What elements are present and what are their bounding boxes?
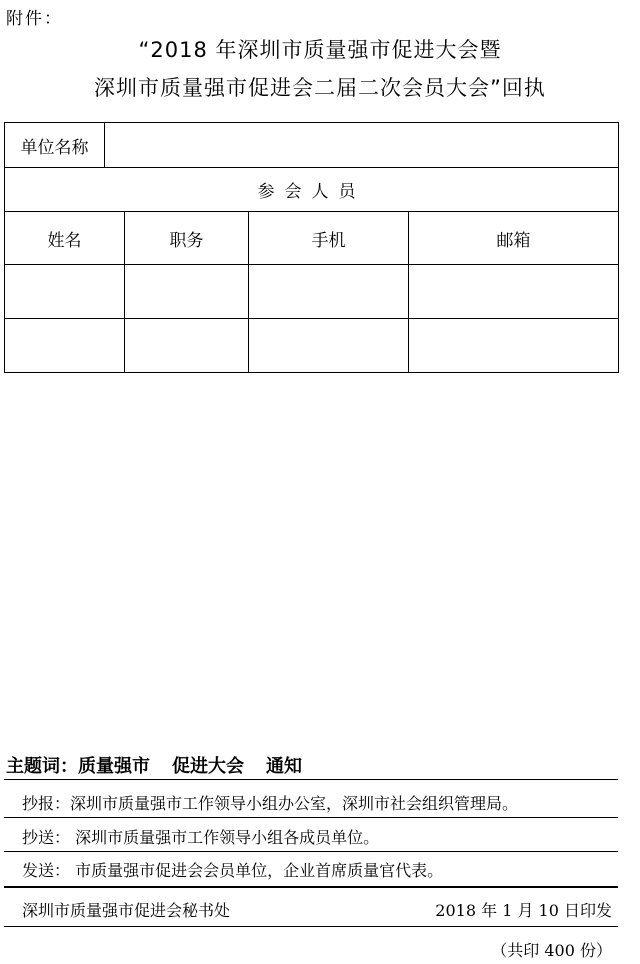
issuer: 深圳市质量强市促进会秘书处	[22, 901, 231, 920]
unit-name-cell[interactable]	[105, 123, 619, 168]
column-header-row	[5, 212, 619, 265]
table-row	[5, 319, 619, 373]
receipt-title-line2: 深圳市质量强市促进会二届二次会员大会”回执	[94, 76, 546, 100]
position-cell[interactable]	[125, 265, 249, 319]
divider	[4, 926, 618, 927]
divider	[4, 817, 618, 818]
cc-send-line: 发送： 市质量强市促进会会员单位，企业首席质量官代表。	[22, 861, 444, 880]
section-row	[5, 168, 619, 212]
name-cell[interactable]	[5, 265, 125, 319]
column-header-name: 姓名	[5, 212, 125, 265]
column-header-mobile: 手机	[249, 212, 409, 265]
mobile-cell[interactable]	[249, 319, 409, 373]
subject-keyword: 质量强市	[78, 756, 150, 777]
email-cell[interactable]	[409, 319, 619, 373]
subject-label: 主题词：	[6, 756, 78, 777]
subject-keyword: 促进大会	[172, 756, 244, 777]
cc-report-line: 抄报：深圳市质量强市工作领导小组办公室，深圳市社会组织管理局。	[22, 794, 519, 813]
attachment-label: 附件：	[6, 9, 63, 29]
divider	[4, 851, 618, 852]
copies-count: （共印 400 份）	[491, 941, 612, 960]
divider	[4, 886, 618, 888]
position-cell[interactable]	[125, 319, 249, 373]
subject-keyword: 通知	[266, 756, 302, 777]
unit-row	[5, 123, 619, 168]
table-row	[5, 265, 619, 319]
mobile-cell[interactable]	[249, 265, 409, 319]
column-header-email: 邮箱	[409, 212, 619, 265]
divider	[4, 779, 618, 780]
unit-name-label: 单位名称	[5, 123, 105, 168]
receipt-title-line1: “2018 年深圳市质量强市促进大会暨	[138, 38, 502, 62]
email-cell[interactable]	[409, 265, 619, 319]
issue-date: 2018 年 1 月 10 日印发	[435, 901, 612, 920]
subject-keywords	[6, 752, 324, 778]
receipt-table	[4, 122, 619, 373]
cc-copy-line: 抄送： 深圳市质量强市工作领导小组各成员单位。	[22, 828, 380, 847]
name-cell[interactable]	[5, 319, 125, 373]
column-header-position: 职务	[125, 212, 249, 265]
participants-header: 参会人员	[5, 168, 619, 212]
